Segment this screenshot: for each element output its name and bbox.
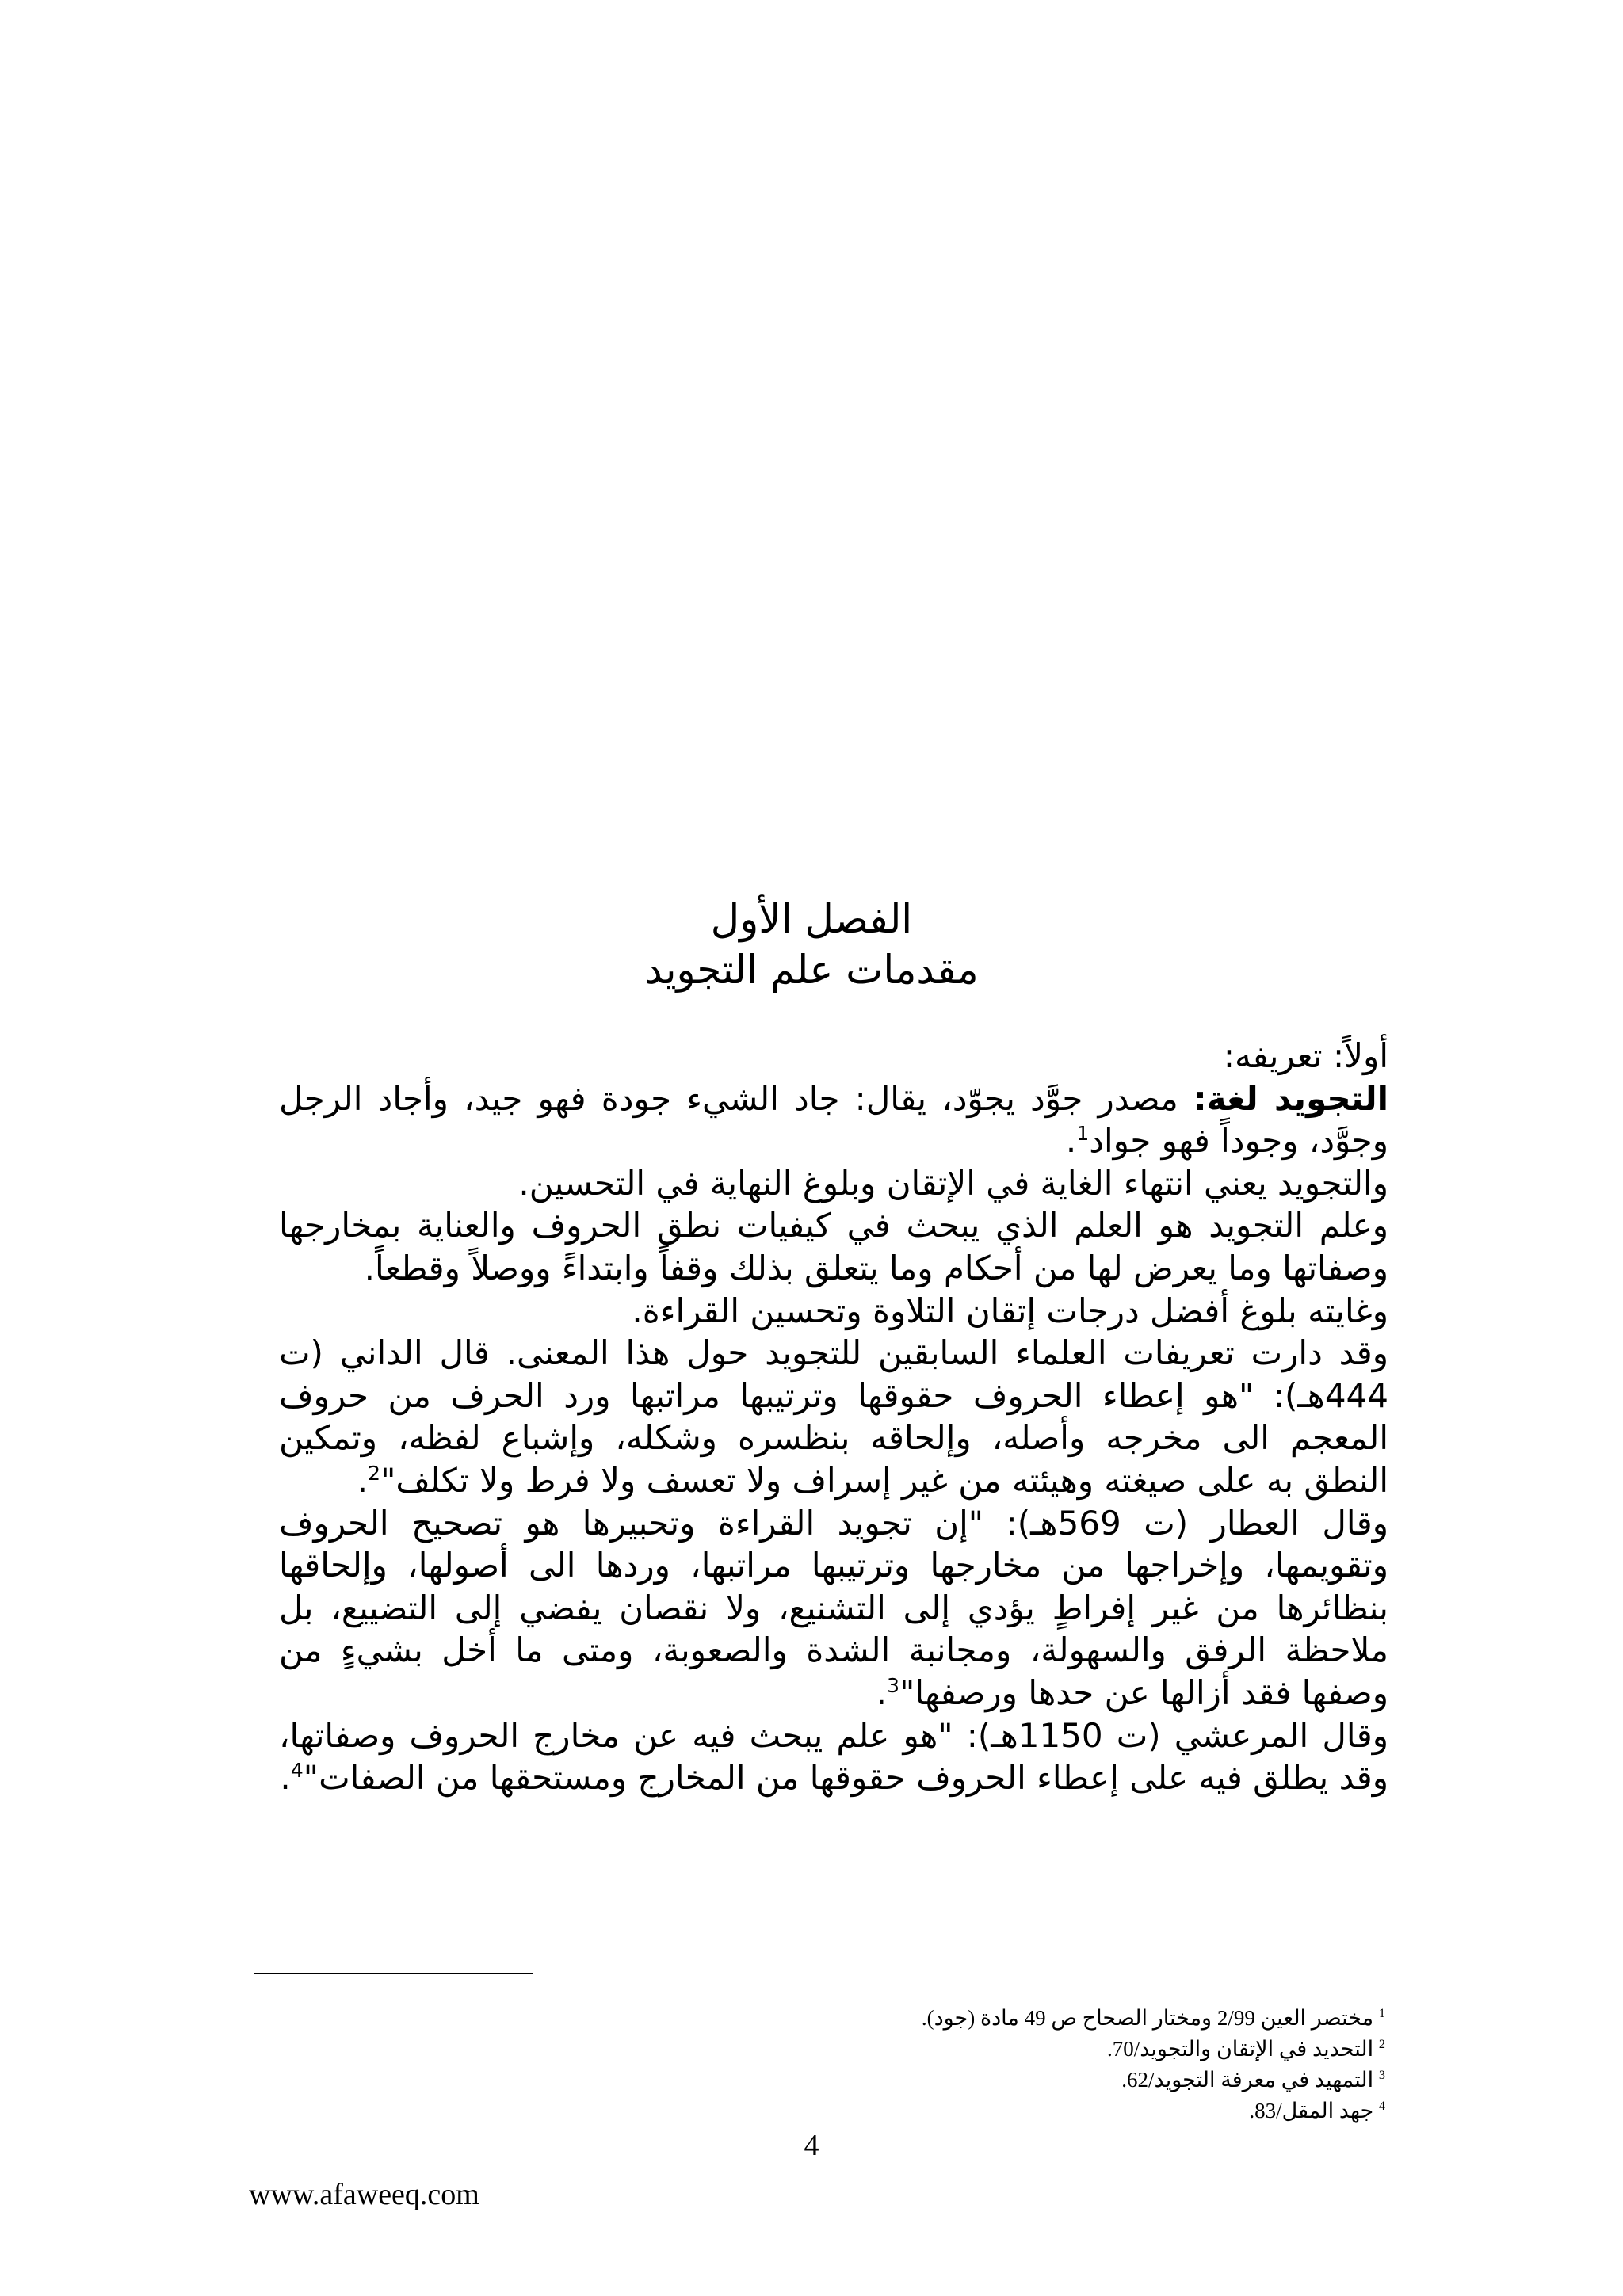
paragraph-science: وعلم التجويد هو العلم الذي يبحث في كيفيات نطق الحروف والعناية بمخارجها وصفاتها وما يعرض لها من أحكام وما يتعلق بذلك وقفاً وابتداءً ووصلاً وقطعاً. (279, 1206, 1388, 1287)
paragraph-text: وقال العطار (ت 569هـ): "إن تجويد القراءة وتحبيرها هو تصحيح الحروف وتقويمها، وإخراجها من مخارجها وترتيبها مراتبها، وردها الى أصولها، وإلحاقها بنظائرها من غير إفراطٍ يؤدي إلى التشنيع، ولا نقصان يفضي إلى التضييع، بل ملاحظة الرفق والسهولة، ومجانبة الشدة والصعوبة، ومتى ما أخل بشيءٍ من وصفها فقد أزالها عن حدها ورصفها" (279, 1503, 1388, 1712)
footnote-item (792, 2096, 1385, 2126)
footnote-ref[interactable]: 3 (886, 1673, 900, 1697)
chapter-title: الفصل الأول (710, 896, 913, 942)
paragraph-goal: وغايته بلوغ أفضل درجات إتقان التلاوة وتحسين القراءة. (632, 1291, 1388, 1330)
paragraph-end: . (1065, 1121, 1077, 1161)
footnote-text: جهد المقل/83. (1249, 2099, 1379, 2122)
body-text (279, 1035, 1388, 1799)
paragraph-text: وقد دارت تعريفات العلماء السابقين للتجويد حول هذا المعنى. قال الداني (ت 444هـ): "هو إعطاء الحروف حقوقها وترتيبها مراتبها ورد الحرف من حروف المعجم الى مخرجه وأصله، وإلحاقه بنظسره وشكله، وإشباع لفظه، وتمكين النطق به على صيغته وهيئته من غير إسراف ولا تعسف ولا فرط ولا تكلف" (279, 1333, 1388, 1500)
footnote-text: مختصر العين 2/99 ومختار الصحاح ص 49 مادة (جود). (921, 2006, 1379, 2030)
paragraph-text: مصدر جوَّد يجوّد، يقال: جاد الشيء جودة فهو جيد، وأجاد الرجل وجوَّد، وجوداً فهو جواد (279, 1078, 1388, 1161)
paragraph-text: وقال المرعشي (ت 1150هـ): "هو علم يبحث فيه عن مخارج الحروف وصفاتها، وقد يطلق فيه على إعطاء الحروف حقوقها من المخارج ومستحقها من الصفات" (279, 1715, 1389, 1798)
paragraph-end: . (357, 1460, 369, 1500)
paragraph-meaning: والتجويد يعني انتهاء الغاية في الإتقان وبلوغ النهاية في التحسين. (518, 1163, 1388, 1203)
footnote-text: التمهيد في معرفة التجويد/62. (1121, 2068, 1379, 2092)
website-link[interactable]: www.afaweeq.com (249, 2178, 479, 2211)
footnote-ref[interactable]: 4 (290, 1759, 304, 1783)
footnote-number: 2 (1378, 2037, 1385, 2051)
footnote-number: 1 (1378, 2006, 1385, 2020)
footnote-item (792, 2034, 1385, 2065)
footnote-number: 4 (1378, 2099, 1385, 2113)
chapter-subtitle: مقدمات علم التجويد (644, 947, 979, 993)
chapter-heading (0, 894, 1623, 995)
footnote-ref[interactable]: 2 (368, 1461, 381, 1485)
footnote-item (792, 2003, 1385, 2034)
paragraph-marashi-quote (279, 1714, 1388, 1799)
footnote-text: التحديد في الإتقان والتجويد/70. (1106, 2037, 1379, 2061)
paragraph-dani-quote (279, 1332, 1388, 1501)
term-label: التجويد لغة: (1193, 1078, 1388, 1118)
section-title: أولاً: تعريفه: (1223, 1036, 1388, 1075)
paragraph-definition-lexical (279, 1077, 1388, 1162)
footnotes (792, 2003, 1385, 2126)
paragraph-end: . (876, 1672, 887, 1712)
footnote-divider (254, 1973, 533, 1974)
footnote-item (792, 2065, 1385, 2096)
paragraph-attar-quote (279, 1502, 1388, 1714)
footnote-number: 3 (1378, 2068, 1385, 2082)
page-number: 4 (804, 2129, 819, 2162)
footnote-ref[interactable]: 1 (1076, 1122, 1090, 1146)
paragraph-end: . (280, 1758, 291, 1798)
